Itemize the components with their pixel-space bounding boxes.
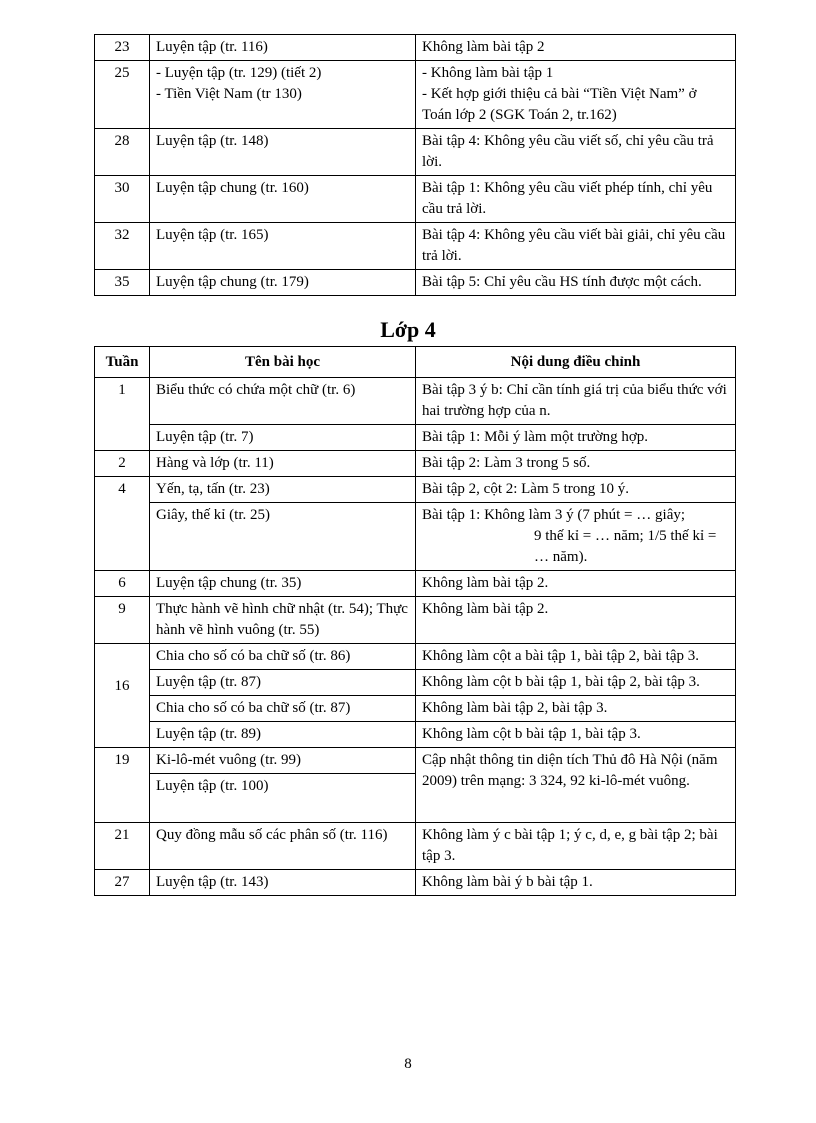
week-cell: 21 xyxy=(95,823,150,870)
lesson-cell: Yến, tạ, tấn (tr. 23) xyxy=(150,477,416,503)
lesson-cell: Luyện tập (tr. 7) xyxy=(150,425,416,451)
note-cell xyxy=(416,176,736,223)
note-cell: Cập nhật thông tin diện tích Thủ đô Hà Nội (năm 2009) trên mạng: 3 324, 92 ki-lô-mét vuông. xyxy=(416,748,736,823)
table-row xyxy=(95,722,736,748)
week-cell: 19 xyxy=(95,748,150,823)
table-row xyxy=(95,670,736,696)
note-cell xyxy=(416,503,736,571)
week-cell: 6 xyxy=(95,571,150,597)
section-heading: Lớp 4 xyxy=(380,317,436,342)
table-row xyxy=(95,223,736,270)
table-row xyxy=(95,823,736,870)
week-cell: 1 xyxy=(95,378,150,451)
lesson-cell: Luyện tập (tr. 87) xyxy=(150,670,416,696)
page-number: 8 xyxy=(404,1056,412,1072)
lesson-text: - Tiền Việt Nam (tr 130) xyxy=(156,86,302,102)
lesson-cell: Luyện tập (tr. 89) xyxy=(150,722,416,748)
note-cell: Bài tập 1: Mỗi ý làm một trường hợp. xyxy=(416,425,736,451)
lesson-text: Luyện tập chung (tr. 179) xyxy=(156,274,309,290)
lesson-text: Luyện tập (tr. 116) xyxy=(156,39,268,55)
lesson-cell: Biểu thức có chứa một chữ (tr. 6) xyxy=(150,378,416,425)
note-cell: Không làm cột b bài tập 1, bài tập 2, bài tập 3. xyxy=(416,670,736,696)
lesson-cell xyxy=(150,129,416,176)
note-text: Không làm bài tập 2 xyxy=(422,39,545,55)
note-text: - Kết hợp giới thiệu cả bài “Tiền Việt Nam” ở Toán lớp 2 (SGK Toán 2, tr.162) xyxy=(422,86,697,123)
lesson-cell xyxy=(150,61,416,129)
table-row xyxy=(95,61,736,129)
lesson-text: - Luyện tập (tr. 129) (tiết 2) xyxy=(156,65,322,81)
header-week: Tuần xyxy=(95,347,150,378)
table-row xyxy=(95,477,736,503)
note-text: Bài tập 4: Không yêu cầu viết bài giải, chỉ yêu cầu trả lời. xyxy=(422,227,726,264)
table-row xyxy=(95,425,736,451)
lesson-cell xyxy=(150,176,416,223)
note-cell: Bài tập 3 ý b: Chỉ cần tính giá trị của biểu thức với hai trường hợp của n. xyxy=(416,378,736,425)
table-row xyxy=(95,378,736,425)
note-cell: Không làm cột a bài tập 1, bài tập 2, bài tập 3. xyxy=(416,644,736,670)
grade-4-table xyxy=(94,346,736,896)
note-cell xyxy=(416,61,736,129)
table-row xyxy=(95,870,736,896)
week-cell: 4 xyxy=(95,477,150,571)
note-cell: Bài tập 2: Làm 3 trong 5 số. xyxy=(416,451,736,477)
lesson-cell: Quy đồng mẫu số các phân số (tr. 116) xyxy=(150,823,416,870)
week-cell: 25 xyxy=(95,61,150,129)
table-row xyxy=(95,503,736,571)
note-text: 9 thế kỉ = … năm; 1/5 thế kỉ = … năm). xyxy=(534,528,717,565)
note-text: Bài tập 1: Không yêu cầu viết phép tính, chỉ yêu cầu trả lời. xyxy=(422,180,713,217)
lesson-cell: Luyện tập chung (tr. 35) xyxy=(150,571,416,597)
note-text: Bài tập 5: Chỉ yêu cầu HS tính được một cách. xyxy=(422,274,702,290)
lesson-cell: Hàng và lớp (tr. 11) xyxy=(150,451,416,477)
week-cell: 28 xyxy=(95,129,150,176)
lesson-text: Luyện tập chung (tr. 160) xyxy=(156,180,309,196)
table-row xyxy=(95,35,736,61)
table-row xyxy=(95,696,736,722)
week-cell: 35 xyxy=(95,270,150,296)
week-cell: 9 xyxy=(95,597,150,644)
table-row xyxy=(95,748,736,774)
header-lesson: Tên bài học xyxy=(150,347,416,378)
week-cell: 30 xyxy=(95,176,150,223)
note-text: - Không làm bài tập 1 xyxy=(422,65,554,81)
note-cell xyxy=(416,35,736,61)
lesson-cell xyxy=(150,270,416,296)
header-note: Nội dung điều chỉnh xyxy=(416,347,736,378)
note-cell: Không làm bài tập 2. xyxy=(416,571,736,597)
week-cell: 16 xyxy=(95,644,150,748)
table-row xyxy=(95,129,736,176)
note-cell xyxy=(416,129,736,176)
note-cell: Không làm bài tập 2, bài tập 3. xyxy=(416,696,736,722)
lesson-cell: Ki-lô-mét vuông (tr. 99) xyxy=(150,748,416,774)
week-cell: 32 xyxy=(95,223,150,270)
table-row xyxy=(95,176,736,223)
table-row xyxy=(95,270,736,296)
lesson-cell xyxy=(150,35,416,61)
week-cell: 23 xyxy=(95,35,150,61)
lesson-cell xyxy=(150,223,416,270)
table-row xyxy=(95,597,736,644)
lesson-cell: Luyện tập (tr. 143) xyxy=(150,870,416,896)
lesson-cell: Luyện tập (tr. 100) xyxy=(150,774,416,823)
note-cell: Bài tập 2, cột 2: Làm 5 trong 10 ý. xyxy=(416,477,736,503)
lesson-cell: Chia cho số có ba chữ số (tr. 86) xyxy=(150,644,416,670)
table-row xyxy=(95,644,736,670)
note-cell: Không làm bài tập 2. xyxy=(416,597,736,644)
lesson-cell: Thực hành vẽ hình chữ nhật (tr. 54); Thực hành vẽ hình vuông (tr. 55) xyxy=(150,597,416,644)
week-cell: 2 xyxy=(95,451,150,477)
note-cell xyxy=(416,223,736,270)
lesson-text: Luyện tập (tr. 148) xyxy=(156,133,269,149)
note-text: Bài tập 4: Không yêu cầu viết số, chỉ yêu cầu trả lời. xyxy=(422,133,714,170)
lesson-cell: Chia cho số có ba chữ số (tr. 87) xyxy=(150,696,416,722)
note-text: Bài tập 1: Không làm 3 ý (7 phút = … giây; xyxy=(422,507,686,523)
note-cell: Không làm cột b bài tập 1, bài tập 3. xyxy=(416,722,736,748)
week-cell: 27 xyxy=(95,870,150,896)
lesson-text: Luyện tập (tr. 165) xyxy=(156,227,269,243)
note-cell: Không làm ý c bài tập 1; ý c, d, e, g bài tập 2; bài tập 3. xyxy=(416,823,736,870)
table-row xyxy=(95,451,736,477)
continued-table xyxy=(94,34,736,296)
table-row xyxy=(95,571,736,597)
lesson-cell: Giây, thế kỉ (tr. 25) xyxy=(150,503,416,571)
table-header-row xyxy=(95,347,736,378)
note-cell: Không làm bài ý b bài tập 1. xyxy=(416,870,736,896)
note-cell xyxy=(416,270,736,296)
